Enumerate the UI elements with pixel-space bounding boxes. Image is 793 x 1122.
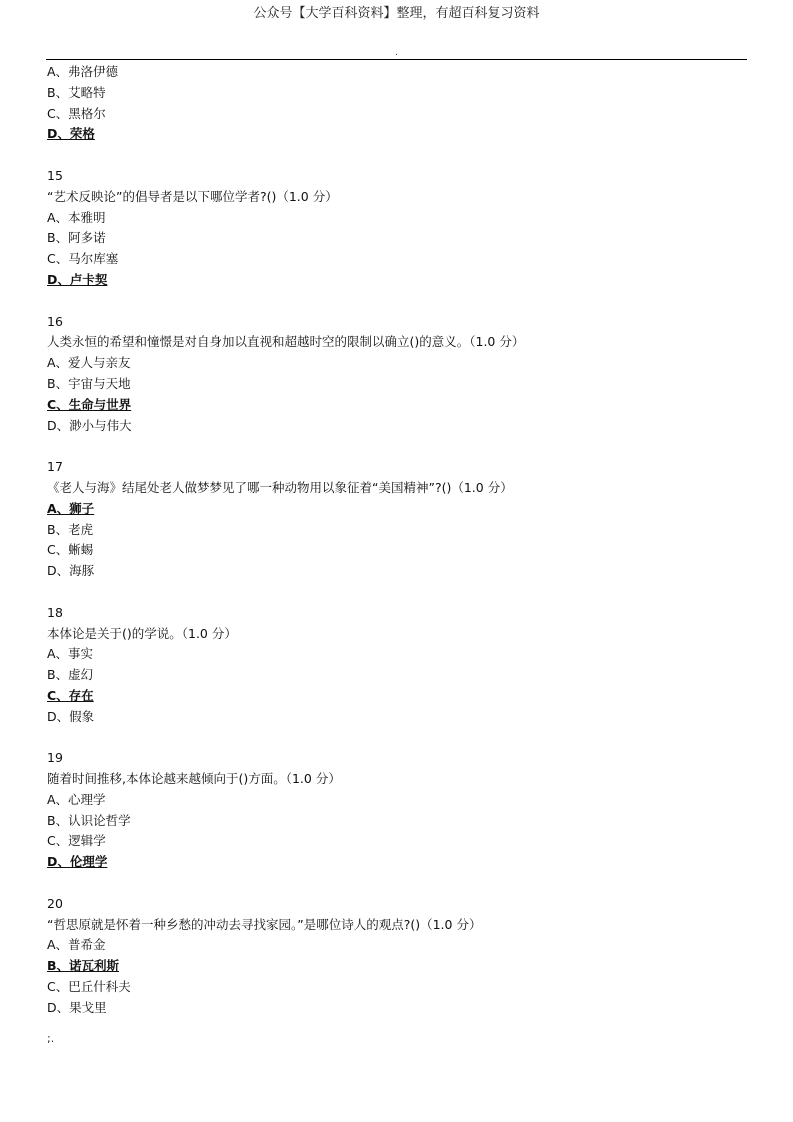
page-header: 公众号【大学百科资料】整理，有超百科复习资料 — [253, 6, 540, 21]
option-c: C、巴丘什科夫 — [47, 979, 131, 995]
question-text: 人类永恒的希望和憧憬是对自身加以直视和超越时空的限制以确立()的意义。（1.0 分） — [47, 334, 525, 350]
option-a: A、爱人与亲友 — [47, 355, 131, 371]
header-dot: . — [395, 48, 398, 58]
question-text: “艺术反映论”的倡导者是以下哪位学者?()（1.0 分） — [47, 188, 338, 204]
question-18 — [47, 603, 747, 728]
question-19 — [47, 748, 747, 873]
question-number: 18 — [47, 604, 63, 620]
question-number: 17 — [47, 459, 63, 475]
question-number: 16 — [47, 313, 63, 329]
option-d: D、假象 — [47, 708, 95, 724]
question-text: 随着时间推移,本体论越来越倾向于()方面。（1.0 分） — [47, 771, 341, 787]
option-d-correct: D、荣格 — [47, 126, 95, 142]
option-c-correct: C、存在 — [47, 687, 94, 703]
option-c: C、黑格尔 — [47, 105, 106, 121]
option-b: B、虚幻 — [47, 667, 94, 683]
option-d: D、果戈里 — [47, 999, 107, 1015]
question-list — [47, 62, 747, 1019]
option-d-correct: D、卢卡契 — [47, 271, 108, 287]
option-a: A、普希金 — [47, 937, 106, 953]
option-d: D、海豚 — [47, 563, 95, 579]
question-text: 《老人与海》结尾处老人做梦梦见了哪一种动物用以象征着“美国精神”?()（1.0 分） — [47, 479, 513, 495]
option-b: B、认识论哲学 — [47, 812, 131, 828]
option-a: A、心理学 — [47, 791, 106, 807]
option-b-correct: B、诺瓦利斯 — [47, 958, 120, 974]
header-rule — [46, 59, 747, 60]
question-20 — [47, 894, 747, 1019]
question-text: “哲思原就是怀着一种乡愁的冲动去寻找家园。”是哪位诗人的观点?()（1.0 分） — [47, 916, 482, 932]
option-b: B、艾略特 — [47, 84, 106, 100]
option-c: C、马尔库塞 — [47, 251, 119, 267]
option-a: A、弗洛伊德 — [47, 64, 119, 79]
option-c: C、蜥蜴 — [47, 542, 94, 558]
continued-options — [47, 62, 747, 145]
option-c: C、逻辑学 — [47, 833, 106, 849]
option-b: B、老虎 — [47, 521, 94, 537]
question-text: 本体论是关于()的学说。（1.0 分） — [47, 625, 237, 641]
footer-mark: ;. — [47, 1032, 55, 1045]
option-a-correct: A、狮子 — [47, 500, 95, 516]
question-number: 20 — [47, 895, 63, 911]
option-a: A、事实 — [47, 646, 94, 662]
option-a: A、本雅明 — [47, 209, 106, 225]
question-16 — [47, 312, 747, 437]
option-c-correct: C、生命与世界 — [47, 396, 132, 412]
option-d: D、渺小与伟大 — [47, 417, 132, 433]
question-number: 15 — [47, 167, 63, 183]
option-b: B、宇宙与天地 — [47, 375, 131, 391]
question-number: 19 — [47, 750, 63, 766]
option-b: B、阿多诺 — [47, 230, 106, 246]
option-d-correct: D、伦理学 — [47, 854, 108, 870]
question-15 — [47, 166, 747, 291]
question-17 — [47, 457, 747, 582]
